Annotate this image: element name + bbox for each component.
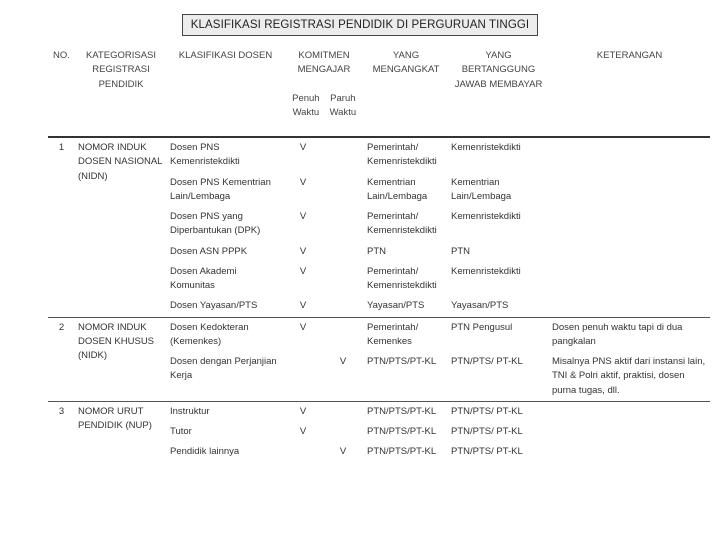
header-bertanggung: YANG BERTANGGUNG JAWAB MEMBAYAR (454, 50, 543, 90)
classification-table (48, 46, 710, 463)
cell-penuh: V (299, 211, 307, 222)
cell-penuh: V (299, 426, 307, 437)
cell-klasifikasi: Dosen PNS Kemenristekdikti (170, 142, 240, 168)
table-row (48, 317, 710, 352)
cell-paruh (322, 262, 364, 297)
table-body (48, 137, 710, 463)
cell-keterangan (549, 137, 710, 173)
cell-paruh (322, 242, 364, 262)
group-no: 2 (58, 321, 65, 333)
cell-penuh: V (299, 405, 307, 417)
cell-mengangkat: PTN/PTS/PT-KL (367, 356, 437, 367)
cell-mengangkat: Pemerintah/ Kemenkes (367, 321, 419, 347)
cell-membayar: PTN/PTS/ PT-KL (451, 426, 523, 437)
cell-paruh: V (339, 356, 347, 367)
cell-mengangkat: Pemerintah/ Kemenristekdikti (367, 265, 437, 291)
cell-mengangkat: Kementrian Lain/Lembaga (367, 176, 428, 202)
header-mengangkat: YANG MENGANGKAT (372, 50, 440, 76)
cell-paruh: V (339, 446, 347, 458)
header-no: NO. (53, 50, 70, 61)
cell-membayar: PTN Pengusul (451, 321, 513, 333)
cell-keterangan (549, 442, 710, 462)
header-penuh-waktu: Penuh Waktu (292, 92, 320, 118)
cell-membayar: PTN/PTS/ PT-KL (451, 446, 523, 458)
cell-penuh (284, 352, 322, 401)
header-komitmen-title: KOMITMEN MENGAJAR (297, 50, 351, 76)
cell-penuh: V (299, 176, 307, 188)
cell-mengangkat: PTN (367, 245, 386, 257)
group-kategori: NOMOR URUT PENDIDIK (NUP) (78, 405, 152, 431)
cell-keterangan: Misalnya PNS aktif dari instansi lain, TNI & Polri aktif, praktisi, dosen purna tugas, dll. (552, 356, 706, 396)
group-kategori: NOMOR INDUK DOSEN KHUSUS (NIDK) (78, 321, 155, 361)
cell-klasifikasi: Dosen Kedokteran (Kemenkes) (170, 321, 249, 347)
cell-paruh (322, 137, 364, 173)
cell-keterangan (549, 242, 710, 262)
cell-keterangan (549, 422, 710, 442)
header-keterangan: KETERANGAN (596, 50, 663, 61)
table-row (48, 137, 710, 173)
cell-mengangkat: PTN/PTS/PT-KL (367, 446, 437, 458)
cell-membayar: PTN (451, 245, 470, 257)
cell-keterangan (549, 296, 710, 317)
cell-membayar: PTN/PTS/ PT-KL (451, 356, 523, 367)
cell-penuh: V (299, 321, 307, 333)
cell-membayar: Kemenristekdikti (451, 265, 521, 277)
cell-paruh (322, 317, 364, 352)
cell-keterangan: Dosen penuh waktu tapi di dua pangkalan (552, 321, 683, 347)
cell-keterangan (549, 173, 710, 208)
cell-mengangkat: Yayasan/PTS (367, 300, 425, 312)
cell-klasifikasi: Tutor (170, 426, 192, 437)
cell-membayar: PTN/PTS/ PT-KL (451, 405, 523, 417)
cell-klasifikasi: Instruktur (170, 405, 210, 417)
cell-mengangkat: Pemerintah/ Kemenristekdikti (367, 211, 437, 237)
cell-mengangkat: PTN/PTS/PT-KL (367, 426, 437, 437)
cell-klasifikasi: Dosen PNS Kementrian Lain/Lembaga (170, 176, 271, 202)
cell-klasifikasi: Dosen Yayasan/PTS (170, 300, 258, 312)
cell-membayar: Yayasan/PTS (451, 300, 509, 312)
title-wrap (0, 14, 720, 36)
group-no: 1 (58, 142, 65, 153)
cell-keterangan (549, 401, 710, 422)
header-klasifikasi: KLASIFIKASI DOSEN (178, 50, 273, 61)
group-kategori: NOMOR INDUK DOSEN NASIONAL (NIDN) (78, 142, 163, 182)
cell-mengangkat: PTN/PTS/PT-KL (367, 405, 437, 417)
cell-klasifikasi: Dosen dengan Perjanjian Kerja (170, 356, 277, 382)
cell-penuh: V (299, 142, 307, 153)
cell-paruh (322, 422, 364, 442)
cell-penuh (284, 442, 322, 462)
cell-membayar: Kemenristekdikti (451, 211, 521, 222)
cell-paruh (322, 401, 364, 422)
group-no: 3 (58, 405, 65, 417)
cell-mengangkat: Pemerintah/ Kemenristekdikti (367, 142, 437, 168)
cell-klasifikasi: Dosen ASN PPPK (170, 245, 248, 257)
cell-penuh: V (299, 245, 307, 257)
cell-paruh (322, 207, 364, 242)
cell-paruh (322, 173, 364, 208)
header-row (48, 46, 710, 137)
cell-paruh (322, 296, 364, 317)
cell-membayar: Kemenristekdikti (451, 142, 521, 153)
cell-keterangan (549, 207, 710, 242)
cell-membayar: Kementrian Lain/Lembaga (451, 176, 512, 202)
cell-klasifikasi: Pendidik lainnya (170, 446, 240, 458)
header-paruh-waktu: Paruh Waktu (329, 92, 357, 118)
page-title: KLASIFIKASI REGISTRASI PENDIDIK DI PERGURUAN TINGGI (182, 14, 538, 36)
header-kategori: KATEGORISASI REGISTRASI PENDIDIK (85, 50, 157, 90)
cell-klasifikasi: Dosen Akademi Komunitas (170, 265, 237, 291)
cell-penuh: V (299, 300, 307, 312)
header-komitmen-sub (287, 92, 361, 121)
table-row (48, 401, 710, 422)
table-header (48, 46, 710, 137)
cell-keterangan (549, 262, 710, 297)
cell-klasifikasi: Dosen PNS yang Diperbantukan (DPK) (170, 211, 261, 237)
header-komitmen (284, 46, 364, 137)
cell-penuh: V (299, 265, 307, 277)
